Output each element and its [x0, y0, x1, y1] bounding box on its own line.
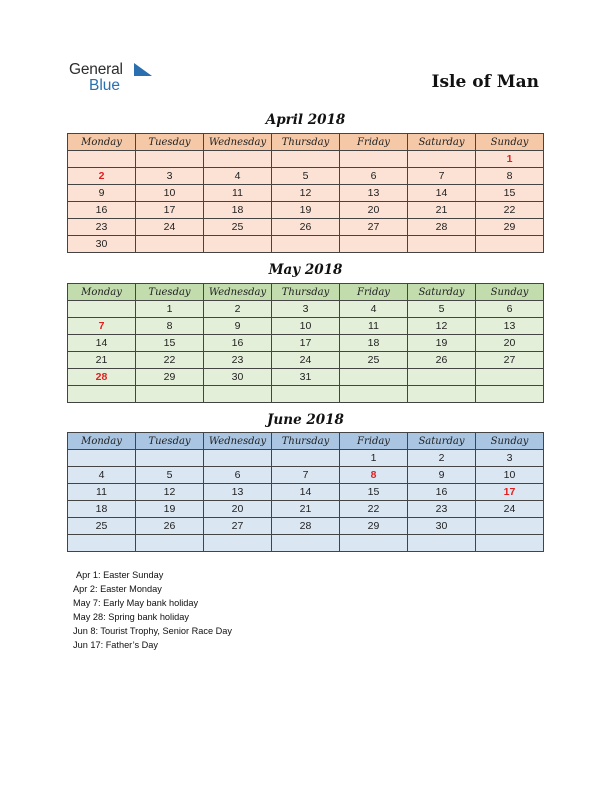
day-cell	[408, 386, 476, 403]
day-cell	[408, 535, 476, 552]
day-cell: 27	[476, 352, 544, 369]
day-cell: 23	[68, 219, 136, 236]
day-cell: 6	[340, 168, 408, 185]
weekday-header: Monday	[68, 433, 136, 450]
holiday-note: May 28: Spring bank holiday	[73, 612, 189, 623]
day-cell: 24	[476, 501, 544, 518]
day-cell	[340, 151, 408, 168]
week-row	[68, 219, 544, 236]
weekday-header: Friday	[340, 134, 408, 151]
day-cell	[272, 535, 340, 552]
day-cell: 24	[272, 352, 340, 369]
day-cell	[340, 236, 408, 253]
month-title-may: May 2018	[268, 262, 343, 278]
day-cell: 22	[476, 202, 544, 219]
day-cell: 31	[272, 369, 340, 386]
day-cell: 27	[340, 219, 408, 236]
weekday-header-row	[68, 433, 544, 450]
weekday-header: Tuesday	[136, 284, 204, 301]
day-cell	[476, 535, 544, 552]
day-cell: 8	[476, 168, 544, 185]
day-cell: 2	[68, 168, 136, 185]
day-cell: 26	[408, 352, 476, 369]
calendar-april	[67, 133, 544, 253]
week-row	[68, 386, 544, 403]
calendar-may	[67, 283, 544, 403]
week-row	[68, 202, 544, 219]
day-cell	[136, 236, 204, 253]
day-cell: 25	[68, 518, 136, 535]
day-cell: 15	[340, 484, 408, 501]
week-row	[68, 318, 544, 335]
week-row	[68, 501, 544, 518]
day-cell: 1	[476, 151, 544, 168]
day-cell: 24	[136, 219, 204, 236]
day-cell: 1	[136, 301, 204, 318]
day-cell: 8	[136, 318, 204, 335]
weekday-header: Wednesday	[204, 433, 272, 450]
holiday-note: May 7: Early May bank holiday	[73, 598, 199, 609]
holiday-note: Apr 1: Easter Sunday	[76, 570, 164, 580]
day-cell: 4	[340, 301, 408, 318]
day-cell: 9	[408, 467, 476, 484]
holiday-note: Jun 17: Father’s Day	[73, 640, 158, 651]
day-cell: 18	[340, 335, 408, 352]
week-row	[68, 335, 544, 352]
week-row	[68, 484, 544, 501]
day-cell: 13	[340, 185, 408, 202]
day-cell	[204, 151, 272, 168]
day-cell: 14	[408, 185, 476, 202]
weekday-header: Saturday	[408, 433, 476, 450]
day-cell: 3	[272, 301, 340, 318]
day-cell: 9	[68, 185, 136, 202]
week-row	[68, 369, 544, 386]
day-cell: 16	[204, 335, 272, 352]
day-cell	[136, 151, 204, 168]
day-cell: 19	[408, 335, 476, 352]
day-cell: 9	[204, 318, 272, 335]
day-cell	[204, 535, 272, 552]
day-cell: 16	[408, 484, 476, 501]
day-cell	[476, 236, 544, 253]
holiday-notes	[73, 568, 232, 653]
day-cell	[476, 369, 544, 386]
month-title-april: April 2018	[265, 112, 346, 128]
weekday-header: Thursday	[272, 134, 340, 151]
day-cell	[408, 151, 476, 168]
day-cell: 13	[476, 318, 544, 335]
weekday-header: Tuesday	[136, 134, 204, 151]
day-cell: 27	[204, 518, 272, 535]
logo	[69, 61, 169, 97]
day-cell: 10	[272, 318, 340, 335]
week-row	[68, 535, 544, 552]
day-cell: 2	[408, 450, 476, 467]
day-cell: 15	[476, 185, 544, 202]
day-cell: 19	[272, 202, 340, 219]
day-cell	[68, 301, 136, 318]
day-cell	[408, 369, 476, 386]
day-cell: 23	[204, 352, 272, 369]
day-cell: 12	[272, 185, 340, 202]
day-cell: 21	[408, 202, 476, 219]
weekday-header: Tuesday	[136, 433, 204, 450]
day-cell	[272, 151, 340, 168]
logo-text-general: General	[69, 61, 123, 78]
week-row	[68, 450, 544, 467]
weekday-header: Monday	[68, 134, 136, 151]
week-row	[68, 467, 544, 484]
day-cell: 15	[136, 335, 204, 352]
day-cell: 4	[68, 467, 136, 484]
week-row	[68, 168, 544, 185]
day-cell	[68, 535, 136, 552]
weekday-header: Sunday	[476, 433, 544, 450]
day-cell: 19	[136, 501, 204, 518]
country-title: Isle of Man	[431, 72, 539, 92]
day-cell: 17	[476, 484, 544, 501]
weekday-header: Friday	[340, 433, 408, 450]
day-cell: 14	[272, 484, 340, 501]
day-cell	[340, 386, 408, 403]
day-cell	[68, 450, 136, 467]
day-cell	[272, 236, 340, 253]
day-cell: 22	[136, 352, 204, 369]
day-cell: 28	[272, 518, 340, 535]
day-cell: 29	[476, 219, 544, 236]
day-cell: 25	[204, 219, 272, 236]
day-cell: 6	[476, 301, 544, 318]
day-cell: 20	[476, 335, 544, 352]
day-cell: 30	[68, 236, 136, 253]
day-cell: 20	[204, 501, 272, 518]
day-cell: 5	[408, 301, 476, 318]
day-cell	[136, 386, 204, 403]
day-cell: 28	[68, 369, 136, 386]
week-row	[68, 518, 544, 535]
day-cell	[272, 450, 340, 467]
logo-text-blue: Blue	[89, 77, 121, 94]
day-cell: 7	[68, 318, 136, 335]
week-row	[68, 352, 544, 369]
day-cell: 1	[340, 450, 408, 467]
day-cell: 16	[68, 202, 136, 219]
day-cell: 7	[408, 168, 476, 185]
day-cell: 11	[204, 185, 272, 202]
day-cell: 6	[204, 467, 272, 484]
day-cell	[136, 535, 204, 552]
day-cell: 30	[408, 518, 476, 535]
day-cell: 7	[272, 467, 340, 484]
day-cell: 12	[408, 318, 476, 335]
day-cell: 5	[136, 467, 204, 484]
weekday-header: Saturday	[408, 134, 476, 151]
week-row	[68, 236, 544, 253]
day-cell: 17	[272, 335, 340, 352]
day-cell: 23	[408, 501, 476, 518]
weekday-header-row	[68, 134, 544, 151]
day-cell: 26	[136, 518, 204, 535]
day-cell: 20	[340, 202, 408, 219]
week-row	[68, 301, 544, 318]
day-cell: 21	[68, 352, 136, 369]
day-cell: 28	[408, 219, 476, 236]
day-cell: 11	[340, 318, 408, 335]
day-cell	[68, 151, 136, 168]
day-cell	[476, 386, 544, 403]
day-cell	[340, 369, 408, 386]
holiday-note: Apr 2: Easter Monday	[73, 584, 162, 595]
day-cell: 22	[340, 501, 408, 518]
week-row	[68, 185, 544, 202]
day-cell	[204, 450, 272, 467]
day-cell	[136, 450, 204, 467]
weekday-header: Monday	[68, 284, 136, 301]
day-cell: 14	[68, 335, 136, 352]
day-cell: 18	[68, 501, 136, 518]
day-cell: 10	[476, 467, 544, 484]
weekday-header: Thursday	[272, 284, 340, 301]
day-cell: 25	[340, 352, 408, 369]
holiday-note: Jun 8: Tourist Trophy, Senior Race Day	[73, 626, 232, 637]
day-cell: 4	[204, 168, 272, 185]
day-cell	[340, 535, 408, 552]
day-cell: 8	[340, 467, 408, 484]
day-cell: 30	[204, 369, 272, 386]
weekday-header-row	[68, 284, 544, 301]
day-cell: 2	[204, 301, 272, 318]
weekday-header: Saturday	[408, 284, 476, 301]
day-cell: 3	[476, 450, 544, 467]
day-cell	[476, 518, 544, 535]
weekday-header: Sunday	[476, 284, 544, 301]
day-cell: 18	[204, 202, 272, 219]
day-cell	[204, 386, 272, 403]
day-cell: 17	[136, 202, 204, 219]
day-cell: 29	[340, 518, 408, 535]
calendar-june	[67, 432, 544, 552]
day-cell	[272, 386, 340, 403]
month-title-june: June 2018	[267, 412, 344, 428]
day-cell	[204, 236, 272, 253]
weekday-header: Sunday	[476, 134, 544, 151]
week-row	[68, 151, 544, 168]
day-cell	[68, 386, 136, 403]
day-cell: 12	[136, 484, 204, 501]
day-cell: 29	[136, 369, 204, 386]
logo-triangle-icon	[134, 63, 152, 77]
weekday-header: Wednesday	[204, 134, 272, 151]
day-cell	[408, 236, 476, 253]
day-cell: 10	[136, 185, 204, 202]
day-cell: 26	[272, 219, 340, 236]
weekday-header: Wednesday	[204, 284, 272, 301]
day-cell: 13	[204, 484, 272, 501]
day-cell: 3	[136, 168, 204, 185]
day-cell: 21	[272, 501, 340, 518]
day-cell: 11	[68, 484, 136, 501]
day-cell: 5	[272, 168, 340, 185]
weekday-header: Thursday	[272, 433, 340, 450]
weekday-header: Friday	[340, 284, 408, 301]
